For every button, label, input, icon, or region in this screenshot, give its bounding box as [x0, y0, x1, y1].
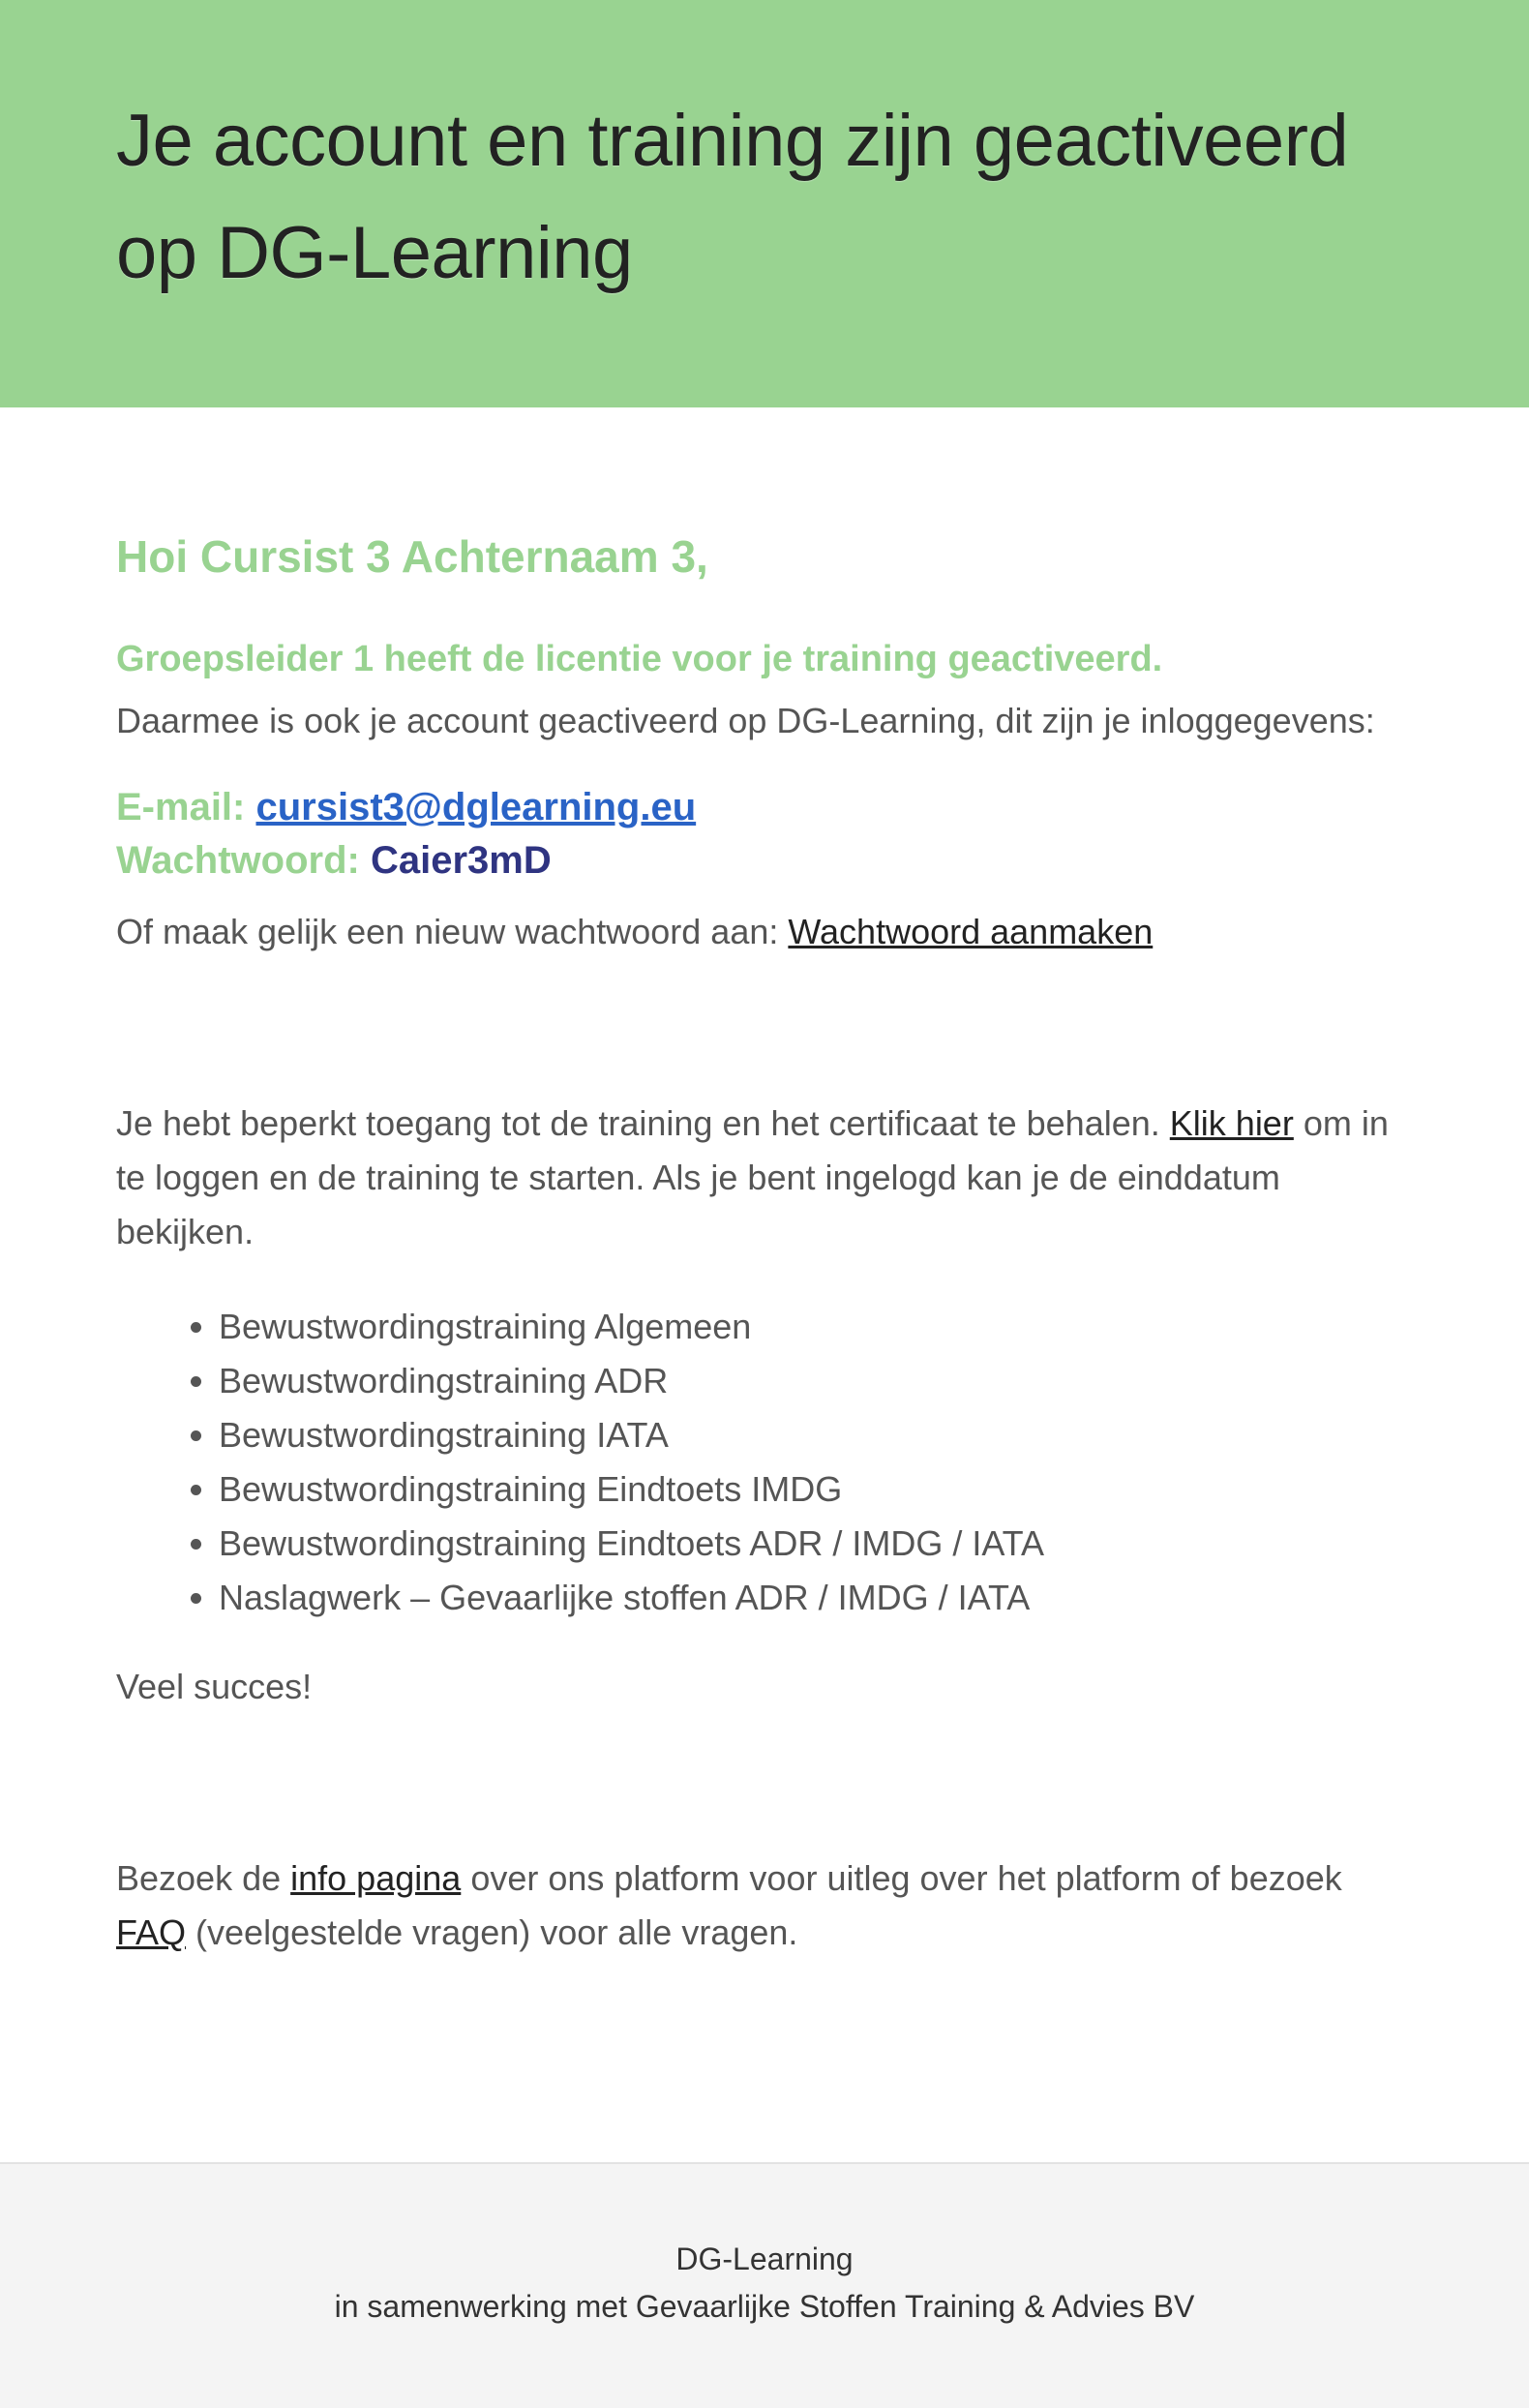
- info-text-1: Bezoek de: [116, 1858, 282, 1898]
- list-item: • Bewustwordingstraining Eindtoets IMDG: [219, 1462, 1413, 1517]
- info-text-2: over ons platform voor uitleg over het platform of bezoek: [470, 1858, 1342, 1898]
- footer-brand: DG-Learning: [675, 2242, 854, 2276]
- info-paragraph: [116, 1851, 1413, 1960]
- faq-link[interactable]: FAQ: [116, 1912, 187, 1952]
- email-link[interactable]: cursist3@dglearning.eu: [255, 786, 697, 828]
- list-item: • Bewustwordingstraining ADR: [219, 1354, 1413, 1408]
- new-password-line: [116, 905, 1413, 959]
- info-page-link[interactable]: info pagina: [290, 1858, 462, 1898]
- create-password-link[interactable]: Wachtwoord aanmaken: [788, 912, 1154, 951]
- new-password-text: Of maak gelijk een nieuw wachtwoord aan:: [116, 912, 779, 951]
- list-item: • Bewustwordingstraining Eindtoets ADR / IMDG / IATA: [219, 1517, 1413, 1571]
- list-item: • Bewustwordingstraining Algemeen: [219, 1300, 1413, 1354]
- activation-notice: Groepsleider 1 heeft de licentie voor je training geactiveerd.: [116, 639, 1163, 679]
- list-item: • Bewustwordingstraining IATA: [219, 1408, 1413, 1462]
- password-row: [116, 834, 1413, 888]
- email-header: [0, 0, 1529, 407]
- credentials-block: [116, 781, 1413, 888]
- email-body: [0, 407, 1529, 1960]
- footer-partner: in samenwerking met Gevaarlijke Stoffen Training & Advies BV: [334, 2289, 1195, 2324]
- password-label: Wachtwoord:: [116, 839, 360, 882]
- email-label: E-mail:: [116, 786, 246, 828]
- training-list: [116, 1300, 1413, 1625]
- email-title: Je account en training zijn geactiveerd op DG-Learning: [116, 100, 1349, 294]
- email-row: [116, 781, 1413, 834]
- email-footer: [0, 2162, 1529, 2408]
- list-item: • Naslagwerk – Gevaarlijke stoffen ADR / IMDG / IATA: [219, 1571, 1413, 1625]
- access-paragraph: [116, 1097, 1413, 1259]
- greeting: Hoi Cursist 3 Achternaam 3,: [116, 531, 708, 582]
- closing-text: Veel succes!: [116, 1667, 313, 1706]
- password-value: Caier3mD: [370, 839, 552, 882]
- intro-text: Daarmee is ook je account geactiveerd op DG-Learning, dit zijn je inloggegevens:: [116, 701, 1375, 740]
- click-here-link[interactable]: Klik hier: [1169, 1103, 1294, 1143]
- access-text-after: om in te loggen en de training te starten. Als je bent ingelogd kan je de einddatum bekijken.: [116, 1103, 1389, 1251]
- access-text-before: Je hebt beperkt toegang tot de training en het certificaat te behalen.: [116, 1103, 1160, 1143]
- info-text-3: (veelgestelde vragen) voor alle vragen.: [195, 1912, 798, 1952]
